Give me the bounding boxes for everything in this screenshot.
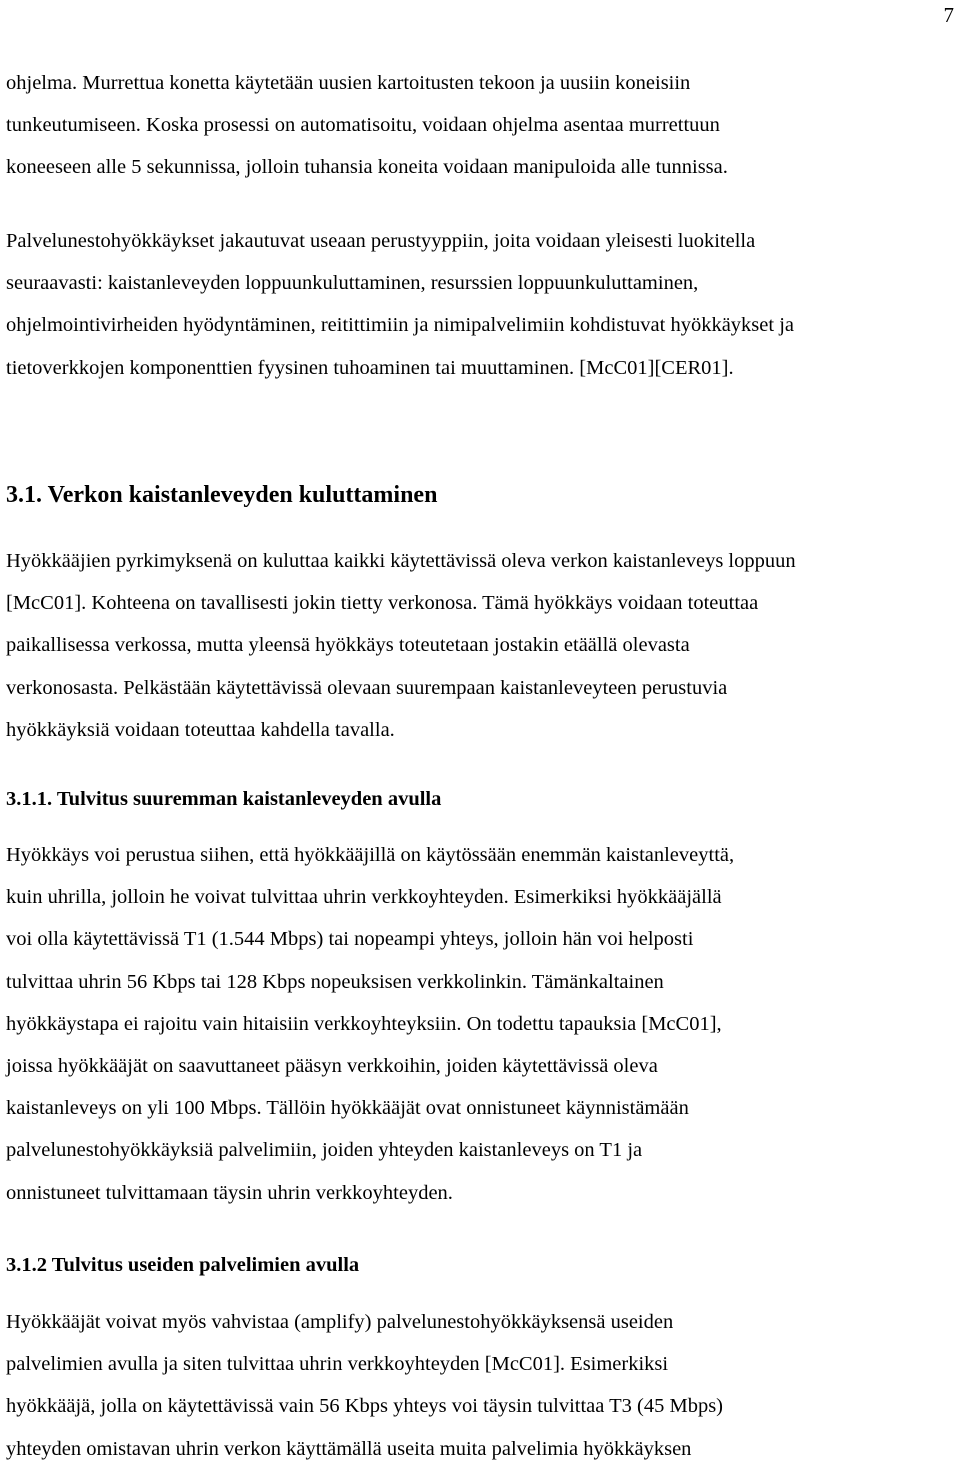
text-line: Palvelunestohyökkäykset jakautuvat useaan perustyyppiin, joita voidaan yleisesti luokitella [6, 230, 756, 252]
section-heading-3-1-2: 3.1.2 Tulvitus useiden palvelimien avulla [6, 1254, 360, 1276]
text-line: kaistanleveys on yli 100 Mbps. Tällöin hyökkääjät ovat onnistuneet käynnistämään [6, 1097, 689, 1120]
text-line: hyökkääjä, jolla on käytettävissä vain 56 Kbps yhteys voi täysin tulvittaa T3 (45 Mbps) [6, 1395, 724, 1418]
paragraph-flooding-greater-bandwidth [6, 834, 958, 1214]
section-number: 3.1.1. [6, 788, 53, 810]
text-line: onnistuneet tulvittamaan täysin uhrin verkkoyhteyden. [6, 1181, 453, 1204]
text-line: koneeseen alle 5 sekunnissa, jolloin tuhansia koneita voidaan manipuloida alle tunnissa. [6, 156, 728, 179]
text-line: paikallisessa verkossa, mutta yleensä hyökkäys toteutetaan jostakin etäällä olevasta [6, 634, 690, 657]
section-title: Tulvitus suuremman kaistanleveyden avulla [56, 788, 442, 810]
text-line: [McC01]. Kohteena on tavallisesti jokin tietty verkonosa. Tämä hyökkäys voidaan toteuttaa [6, 592, 759, 615]
text-line: kuin uhrilla, jolloin he voivat tulvittaa uhrin verkkoyhteyden. Esimerkiksi hyökkääjällä [6, 886, 722, 909]
text-line: tietoverkkojen komponenttien fyysinen tuhoaminen tai muuttaminen. [McC01][CER01]. [6, 356, 734, 379]
paragraph-dos-types [6, 220, 958, 389]
text-line: voi olla käytettävissä T1 (1.544 Mbps) tai nopeampi yhteys, jolloin hän voi helposti [6, 928, 694, 951]
text-line: joissa hyökkääjät on saavuttaneet pääsyn verkkoihin, joiden käytettävissä oleva [6, 1055, 658, 1078]
page-number: 7 [943, 3, 954, 27]
paragraph-bandwidth-consumption [6, 540, 958, 751]
text-line: ohjelma. Murrettua konetta käytetään uusien kartoitusten tekoon ja uusiin koneisiin [6, 72, 691, 94]
text-line: hyökkäyksiä voidaan toteuttaa kahdella tavalla. [6, 718, 395, 741]
text-line: palvelimien avulla ja siten tulvittaa uhrin verkkoyhteyden [McC01]. Esimerkiksi [6, 1353, 669, 1376]
text-line: Hyökkääjät voivat myös vahvistaa (amplify) palvelunestohyökkäyksensä useiden [6, 1311, 674, 1333]
section-heading-3-1-1 [6, 786, 441, 812]
text-line: palvelunestohyökkäyksiä palvelimiin, joiden yhteyden kaistanleveys on T1 ja [6, 1139, 643, 1162]
text-line: Hyökkääjien pyrkimyksenä on kuluttaa kaikki käytettävissä oleva verkon kaistanleveys loppuun [6, 550, 796, 572]
text-line: Hyökkäys voi perustua siihen, että hyökkääjillä on käytössään enemmän kaistanleveyttä, [6, 844, 735, 866]
text-line: yhteyden omistavan uhrin verkon käyttämällä useita muita palvelimia hyökkäyksen [6, 1437, 692, 1460]
paragraph-intro-continuation [6, 62, 958, 189]
section-heading-3-1: 3.1. Verkon kaistanleveyden kuluttaminen [6, 482, 438, 508]
text-line: ohjelmointivirheiden hyödyntäminen, reitittimiin ja nimipalvelimiin kohdistuvat hyökkäykset ja [6, 314, 794, 337]
text-line: verkonosasta. Pelkästään käytettävissä olevaan suurempaan kaistanleveyteen perustuvia [6, 676, 728, 699]
text-line: hyökkäystapa ei rajoitu vain hitaisiin verkkoyhteyksiin. On todettu tapauksia [McC01], [6, 1012, 722, 1035]
text-line: seuraavasti: kaistanleveyden loppuunkuluttaminen, resurssien loppuunkuluttaminen, [6, 272, 699, 295]
text-line: tunkeutumiseen. Koska prosessi on automatisoitu, voidaan ohjelma asentaa murrettuun [6, 114, 720, 137]
text-line: tulvittaa uhrin 56 Kbps tai 128 Kbps nopeuksisen verkkolinkin. Tämänkaltainen [6, 970, 664, 993]
paragraph-flooding-multiple-servers [6, 1301, 958, 1470]
